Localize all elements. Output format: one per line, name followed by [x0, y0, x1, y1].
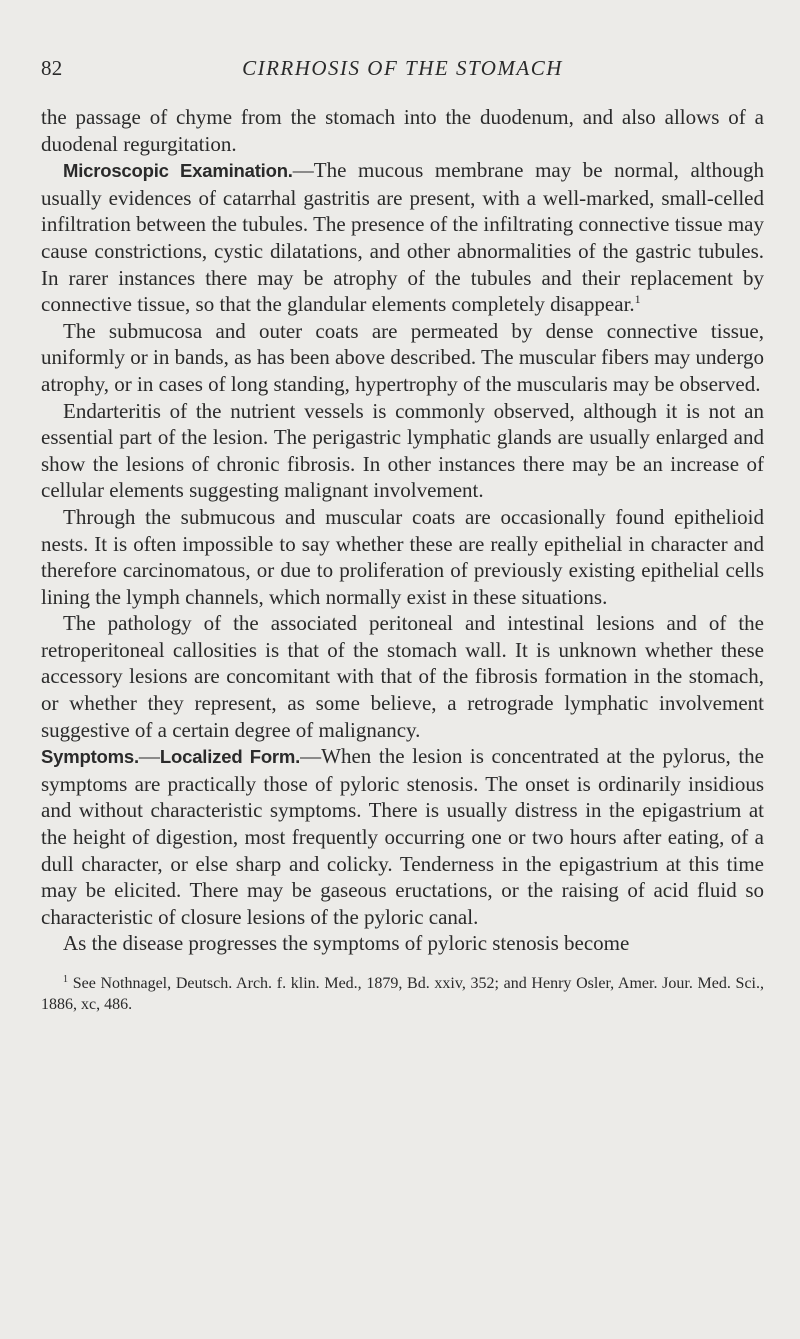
paragraph-7-text: —When the lesion is concentrated at the pylorus, the symptoms are practically those of pyloric stenosis. The onset is ordinarily insidious and without characteristic symptoms. There is usually distress in the epigastrium at the height of digestion, most frequently occurring one or two hours after eating, of a dull character, or else sharp and colicky. Tenderness in the epigastrium at this time may be elicited. There may be gaseous eructations, or the raising of acid fluid so characteristic of closure lesions of the pyloric canal.	[41, 744, 765, 929]
paragraph-2-text: —The mucous membrane may be normal, although usually evidences of catarrhal gastritis are present, with a well-marked, small-celled infiltration between the tubules. The presence of the infiltrating connective tissue may cause constrictions, cystic dilatations, and other abnormalities of the gastric tubules. In rarer instances there may be atrophy of the tubules and their replacement by connective tissue, so that the glandular elements completely disappear.	[41, 158, 764, 317]
paragraph-4: Endarteritis of the nutrient vessels is commonly observed, although it is not an essential part of the lesion. The perigastric lymphatic glands are usually enlarged and show the lesions of chronic fibrosis. In other instances there may be an increase of cellular elements suggesting malignant involvement.	[41, 398, 764, 503]
subheading-localized-form: Localized Form.	[159, 746, 301, 768]
running-head	[41, 56, 764, 96]
heading-separator: —	[138, 744, 160, 769]
body-text	[41, 104, 764, 957]
paragraph-microscopic-examination	[41, 157, 764, 318]
footnote	[41, 973, 764, 1015]
section-heading-symptoms: Symptoms.	[41, 746, 139, 768]
paragraph-symptoms	[41, 743, 764, 930]
paragraph-6: The pathology of the associated peritoneal and intestinal lesions and of the retroperitoneal callosities is that of the stomach wall. It is unknown whether these accessory lesions are concomitant with that of the fibrosis formation in the stomach, or whether they represent, as some believe, a retrograde lymphatic involvement suggestive of a certain degree of malignancy.	[41, 611, 764, 742]
section-heading-microscopic-examination: Microscopic Examination.	[63, 160, 293, 182]
paragraph-8: As the disease progresses the symptoms of pyloric stenosis become	[63, 931, 630, 956]
book-page	[41, 0, 764, 1015]
running-title: CIRRHOSIS OF THE STOMACH	[242, 56, 563, 80]
footnote-marker: 1	[63, 974, 68, 985]
paragraph-1: the passage of chyme from the stomach into the duodenum, and also allows of a duodenal regurgitation.	[41, 105, 764, 156]
footnote-reference: 1	[634, 292, 641, 307]
page-number: 82	[41, 56, 63, 80]
footnote-text: See Nothnagel, Deutsch. Arch. f. klin. Med., 1879, Bd. xxiv, 352; and Henry Osler, Amer. Jour. Med. Sci., 1886, xc, 486.	[41, 975, 764, 1013]
paragraph-3: The submucosa and outer coats are permeated by dense connective tissue, uniformly or in bands, as has been above described. The muscular fibers may undergo atrophy, or in cases of long standing, hypertrophy of the muscularis may be observed.	[41, 318, 764, 396]
paragraph-5: Through the submucous and muscular coats are occasionally found epithelioid nests. It is often impossible to say whether these are really epithelial in character and therefore carcinomatous, or due to proliferation of previously existing epithelial cells lining the lymph channels, which normally exist in these situations.	[41, 504, 764, 609]
